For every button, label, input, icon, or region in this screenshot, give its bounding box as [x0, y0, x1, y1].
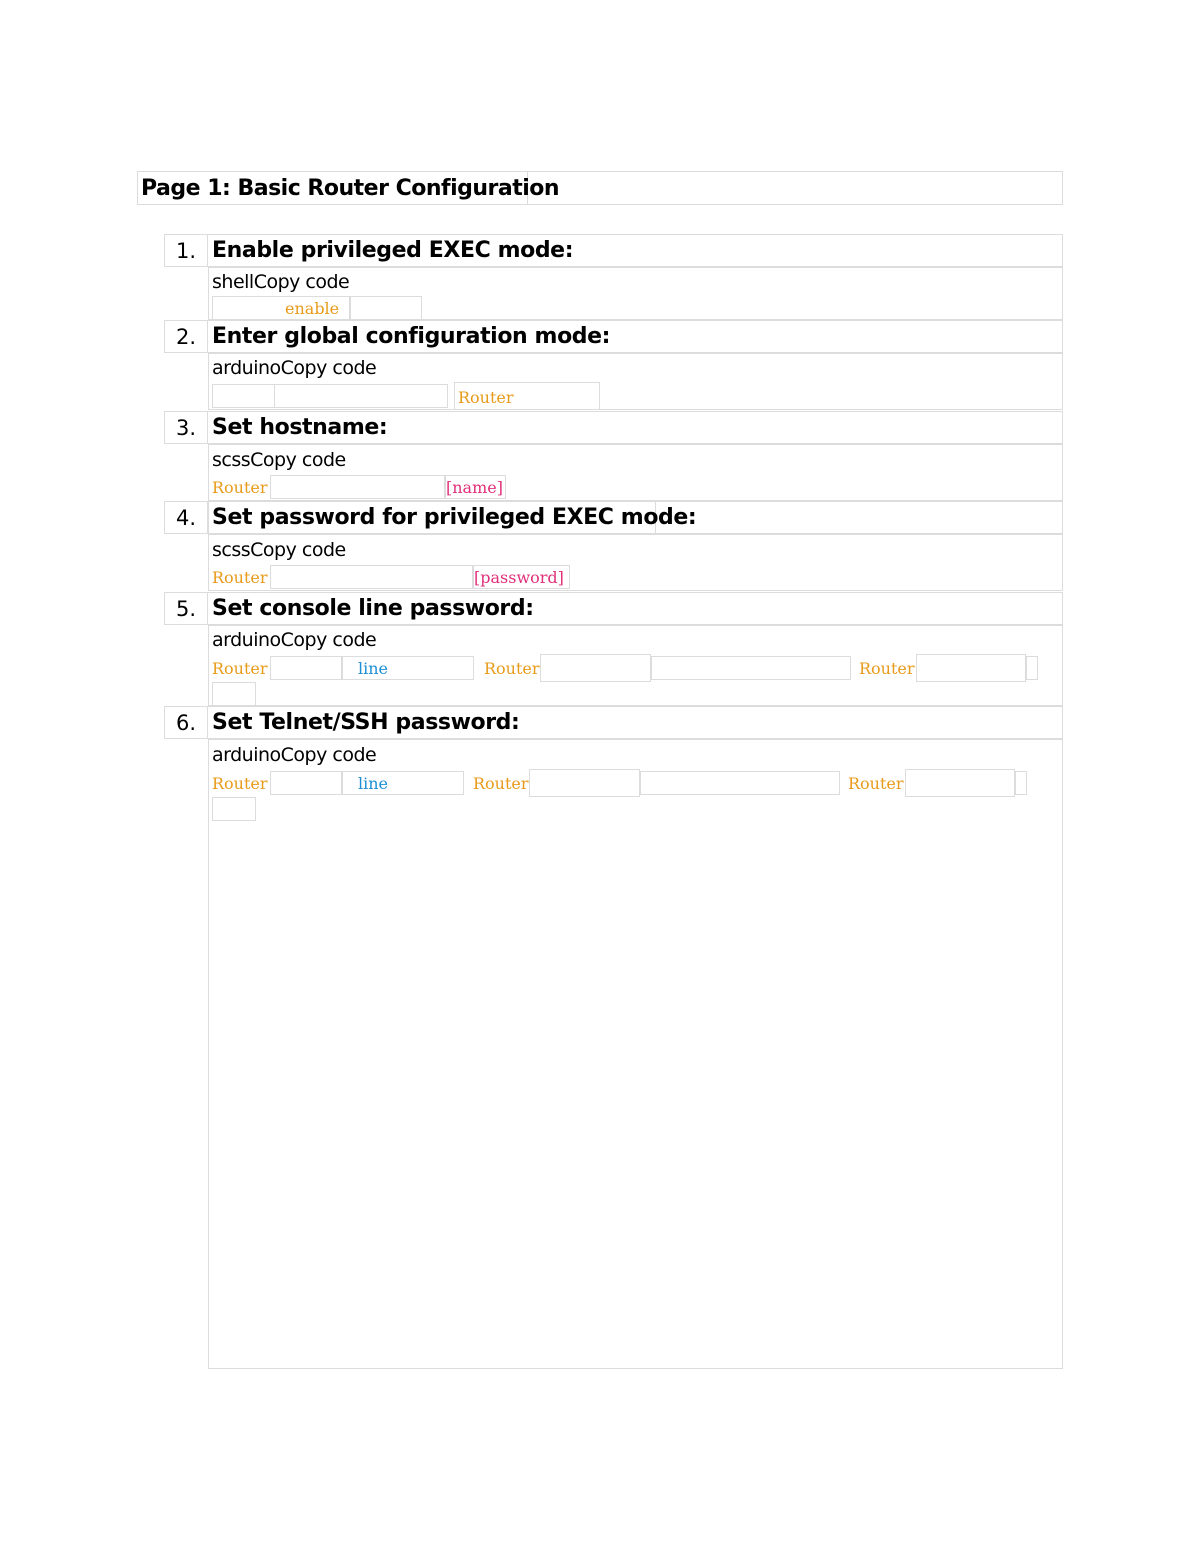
step-6-number: 6. [175, 711, 196, 735]
step-1-token-enable: enable [285, 299, 340, 318]
step-3-heading: Set hostname: [212, 415, 388, 440]
step-1-code-box-b [350, 296, 422, 320]
step-3-lang-label: scssCopy code [212, 449, 346, 471]
step-4-number: 4. [175, 506, 196, 530]
step-6-code-box-g [212, 797, 256, 821]
step-5-code-box-e [916, 654, 1026, 682]
step-5-code-box-d [651, 656, 851, 680]
step-5-code-box-c [540, 654, 651, 682]
step-4-token-password: [password] [474, 568, 564, 587]
step-6-token-router-3: Router [848, 774, 904, 793]
step-6-token-line: line [358, 774, 389, 793]
step-4-token-router: Router [212, 568, 268, 587]
step-6-code-box-a [270, 771, 342, 795]
step-5-token-router-2: Router [484, 659, 540, 678]
step-6-code-box-c [529, 769, 640, 797]
step-3-code-box-a [270, 475, 446, 499]
step-1-number: 1. [175, 239, 196, 263]
step-3-token-name: [name] [446, 478, 503, 497]
step-3-token-router: Router [212, 478, 268, 497]
step-2-lang-label: arduinoCopy code [212, 357, 377, 379]
step-2-token-router: Router [458, 388, 514, 407]
step-6-code-box-e [905, 769, 1015, 797]
step-4-code-box-a [270, 565, 474, 589]
step-1-lang-label: shellCopy code [212, 271, 350, 293]
step-5-token-router-1: Router [212, 659, 268, 678]
step-5-code-box-a [270, 656, 342, 680]
step-6-heading: Set Telnet/SSH password: [212, 710, 520, 735]
step-5-token-router-3: Router [859, 659, 915, 678]
step-3-number: 3. [175, 416, 196, 440]
step-6-code-box-f [1015, 771, 1027, 795]
step-2-code-box-b [274, 384, 448, 408]
step-6-token-router-2: Router [473, 774, 529, 793]
step-6-code-box-d [640, 771, 840, 795]
step-4-heading: Set password for privileged EXEC mode: [212, 505, 697, 530]
step-6-lang-label: arduinoCopy code [212, 744, 377, 766]
step-5-token-line: line [358, 659, 389, 678]
step-5-number: 5. [175, 597, 196, 621]
step-6-token-router-1: Router [212, 774, 268, 793]
step-4-lang-label: scssCopy code [212, 539, 346, 561]
page-title: Page 1: Basic Router Configuration [141, 176, 560, 201]
step-1-heading: Enable privileged EXEC mode: [212, 238, 574, 263]
step-2-number: 2. [175, 325, 196, 349]
step-2-heading: Enter global configuration mode: [212, 324, 611, 349]
content-frame [208, 739, 1063, 1369]
step-5-code-box-f [1026, 656, 1038, 680]
step-5-code-box-g [212, 682, 256, 706]
step-5-lang-label: arduinoCopy code [212, 629, 377, 651]
step-5-heading: Set console line password: [212, 596, 534, 621]
